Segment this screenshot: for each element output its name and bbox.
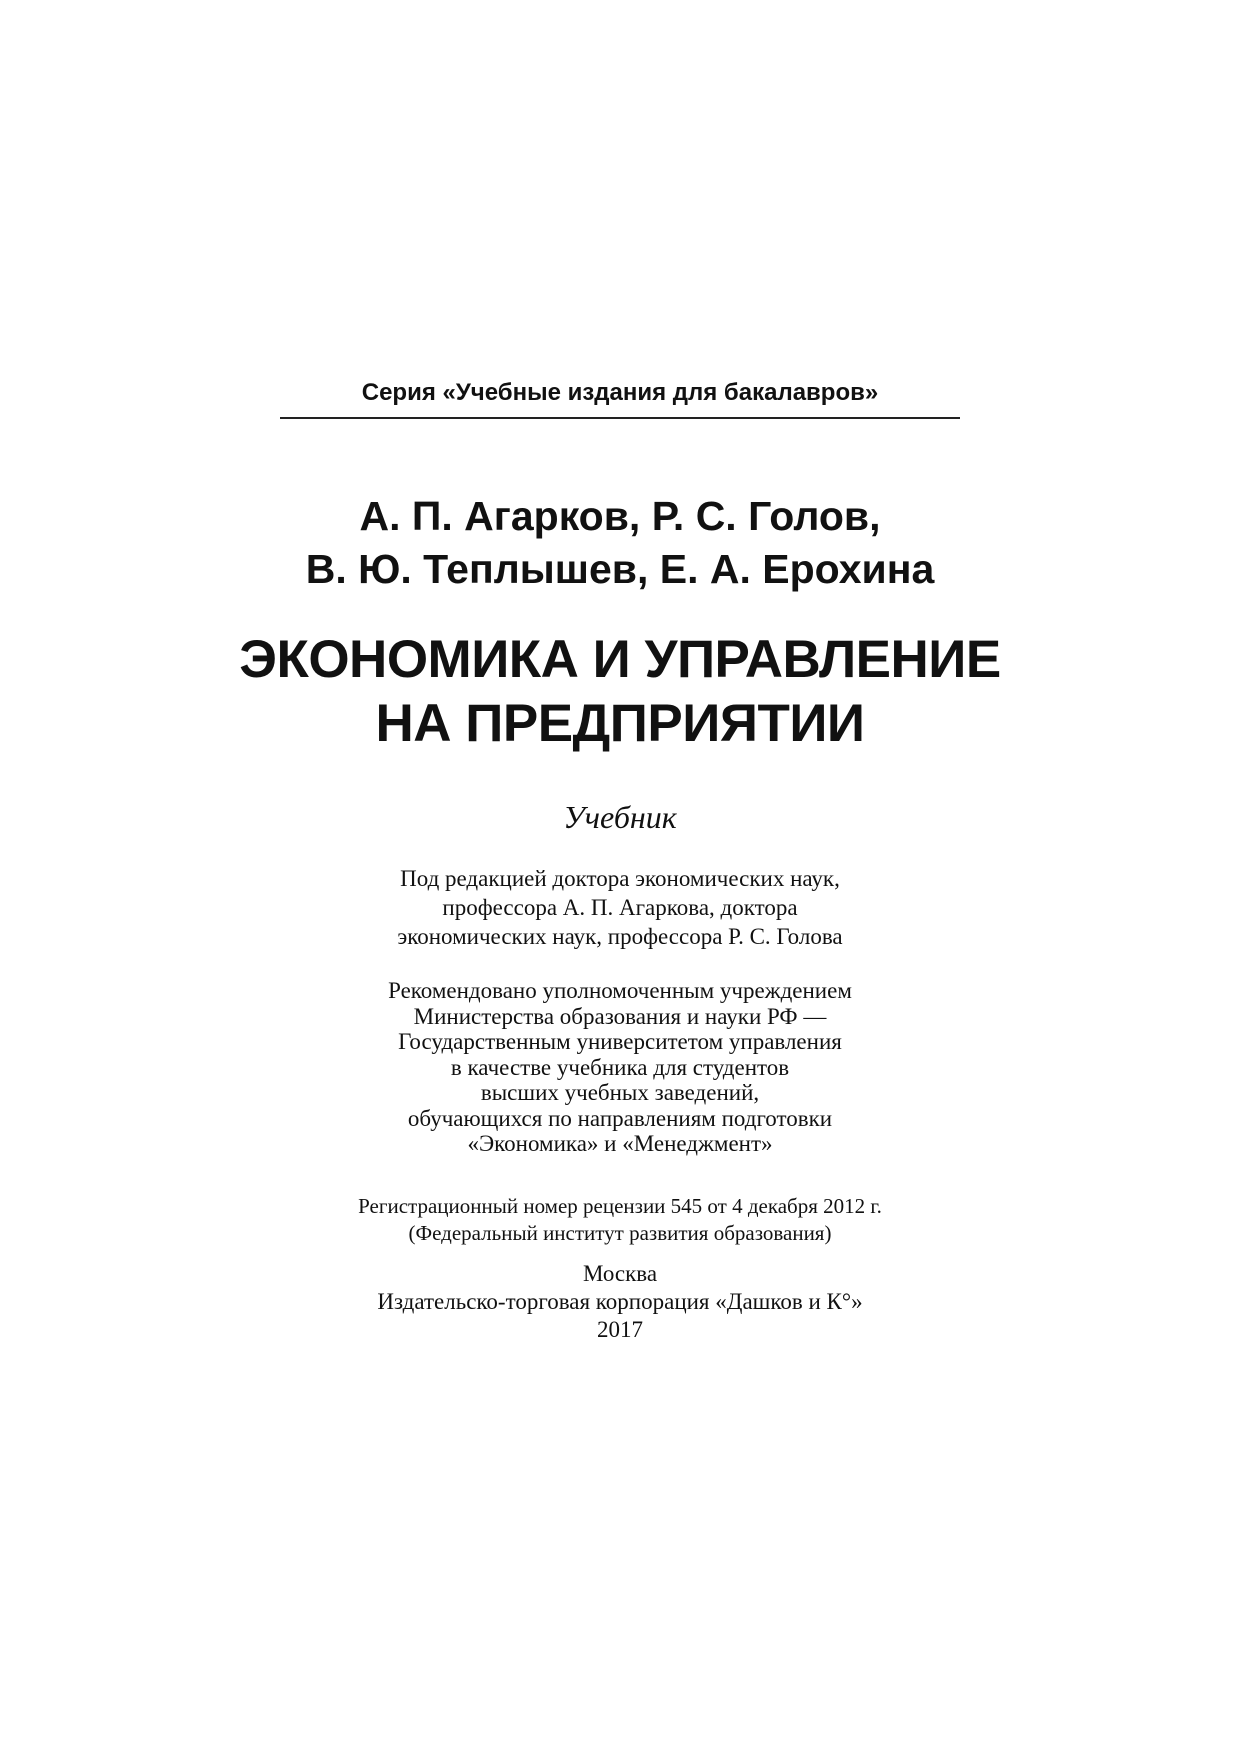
recommendation-line: обучающихся по направлениям подготовки — [407, 1105, 833, 1131]
publisher-name: Издательско-торговая корпорация «Дашков и К°» — [377, 1289, 863, 1314]
authors-line: А. П. Агарков, Р. С. Голов, — [359, 493, 881, 539]
recommendation-line: в качестве учебника для студентов — [450, 1054, 790, 1080]
recommendation-note — [220, 978, 1020, 1157]
recommendation-line: Рекомендовано уполномоченным учреждением — [388, 978, 852, 1003]
series-line: Серия «Учебные издания для бакалавров» — [361, 379, 879, 406]
registration-note — [220, 1193, 1020, 1247]
recommendation-line: Государственным университетом управления — [398, 1029, 842, 1054]
recommendation-line: Министерства образования и науки РФ — — [413, 1003, 827, 1029]
publisher-info — [220, 1260, 1020, 1344]
editors-line: экономических наук, профессора Р. С. Голова — [397, 924, 843, 949]
series-divider — [280, 417, 960, 419]
publisher-city: Москва — [582, 1261, 658, 1286]
recommendation-line: «Экономика» и «Менеджмент» — [467, 1131, 773, 1156]
book-title — [170, 628, 1070, 756]
registration-line: Регистрационный номер рецензии 545 от 4 декабря 2012 г. — [358, 1194, 882, 1218]
publication-year: 2017 — [597, 1317, 643, 1342]
book-title-line: НА ПРЕДПРИЯТИИ — [375, 694, 865, 753]
book-subtitle: Учебник — [563, 799, 677, 835]
recommendation-line: высших учебных заведений, — [480, 1080, 760, 1105]
editors-line: Под редакцией доктора экономических наук, — [400, 866, 840, 891]
authors-line: В. Ю. Теплышев, Е. А. Ерохина — [305, 546, 935, 592]
book-title-line: ЭКОНОМИКА И УПРАВЛЕНИЕ — [239, 630, 1001, 689]
authors — [220, 490, 1020, 596]
editors-line: профессора А. П. Агаркова, доктора — [442, 895, 798, 920]
registration-line: (Федеральный институт развития образования) — [408, 1221, 832, 1245]
editors-note — [220, 864, 1020, 951]
